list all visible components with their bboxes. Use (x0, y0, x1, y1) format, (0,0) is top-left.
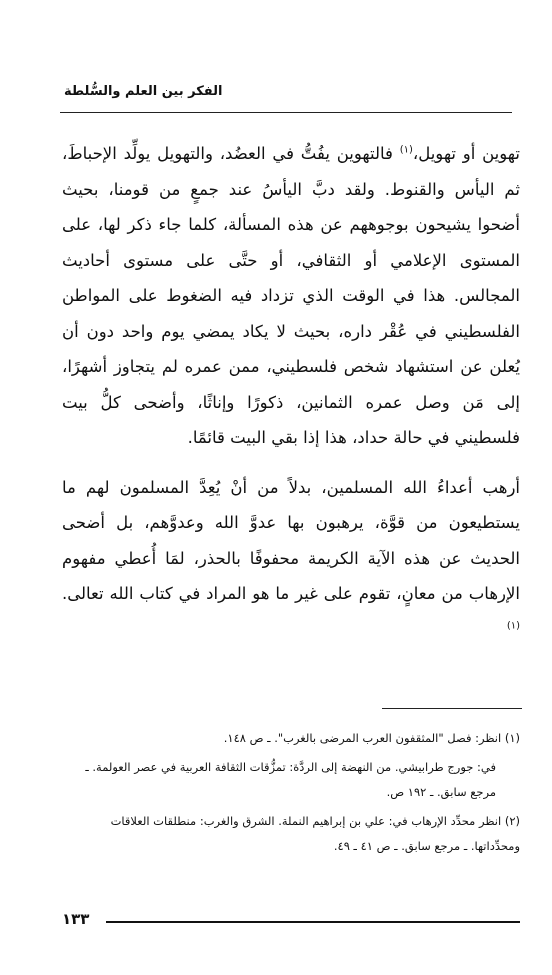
paragraph-2-text: أرهب أعداءُ الله المسلمين، بدلاً من أنْ يُعِدَّ المسلمون لهم ما يستطيعون من قوَّة، يرهبون بها عدوَّ الله وعدوَّهم، بل أضحى الحديث عن هذه الآية الكريمة محفوفًا بالحذر، لمَا أُعطي مفهوم الإرهاب من معانٍ، تقوم على غير ما هو المراد في كتاب الله تعالى. (62, 477, 520, 603)
page-number: ١٣٣ (62, 910, 90, 928)
paragraph-1-text-a: تهوين أو تهويل، (412, 144, 520, 163)
footnotes (62, 726, 520, 863)
footnote-divider (382, 708, 522, 709)
header-divider (60, 112, 512, 113)
footnote-1-line-1: (١) انظر: فصل "المثقفون العرب المرضى بالغرب". ـ ص ١٤٨. (223, 731, 520, 745)
footnote-ref-2: (١) (506, 620, 520, 631)
paragraph-1 (62, 136, 520, 456)
page-footer (62, 910, 520, 932)
body-text (62, 136, 520, 647)
running-header-title: الفكر بين العلم والسُّلطة (64, 84, 223, 99)
footnote-ref-1: (١) (399, 144, 413, 156)
paragraph-2 (62, 470, 520, 648)
footnote-1-line-2: في: جورج طرابيشي. من النهضة إلى الردَّة: تمزُّقات الثقافة العربية في عصر العولمة. ـ مرجع سابق. ـ ١٩٢ ص. (85, 760, 496, 799)
footnote-2: (٢) انظر محدِّد الإرهاب في: علي بن إبراهيم النملة. الشرق والغرب: منطلقات العلاقات ومحدِّداتها. ـ مرجع سابق. ـ ص ٤١ ـ ٤٩. (110, 814, 520, 853)
paragraph-1-text-b: فالتهوين يفُتُّ في العضُد، والتهويل يولِّد الإحباطَ، ثم اليأس والقنوط. ولقد دبَّ اليأسُ عند جمعٍ من قومنا، بحيث أضحوا يشيحون بوجوههم عن هذه المسألة، كلما جاء ذكر لها، على المستوى الإعلامي أو الثقافي، أو حتَّى على مستوى أحاديث المجالس. هذا في الوقت الذي تزداد فيه الضغوط على المواطن الفلسطيني في عُقْر داره، بحيث لا يكاد يمضي يوم واحد دون أن يُعلن عن استشهاد شخص فلسطيني، ممن عمره لم يتجاوز أشهرًا، إلى مَن وصل عمره الثمانين، ذكورًا وإناثًا، وأضحى كلُّ بيت فلسطيني في حالة حداد، هذا إذا بقي البيت قائمًا. (62, 144, 520, 447)
footer-divider (106, 921, 520, 923)
